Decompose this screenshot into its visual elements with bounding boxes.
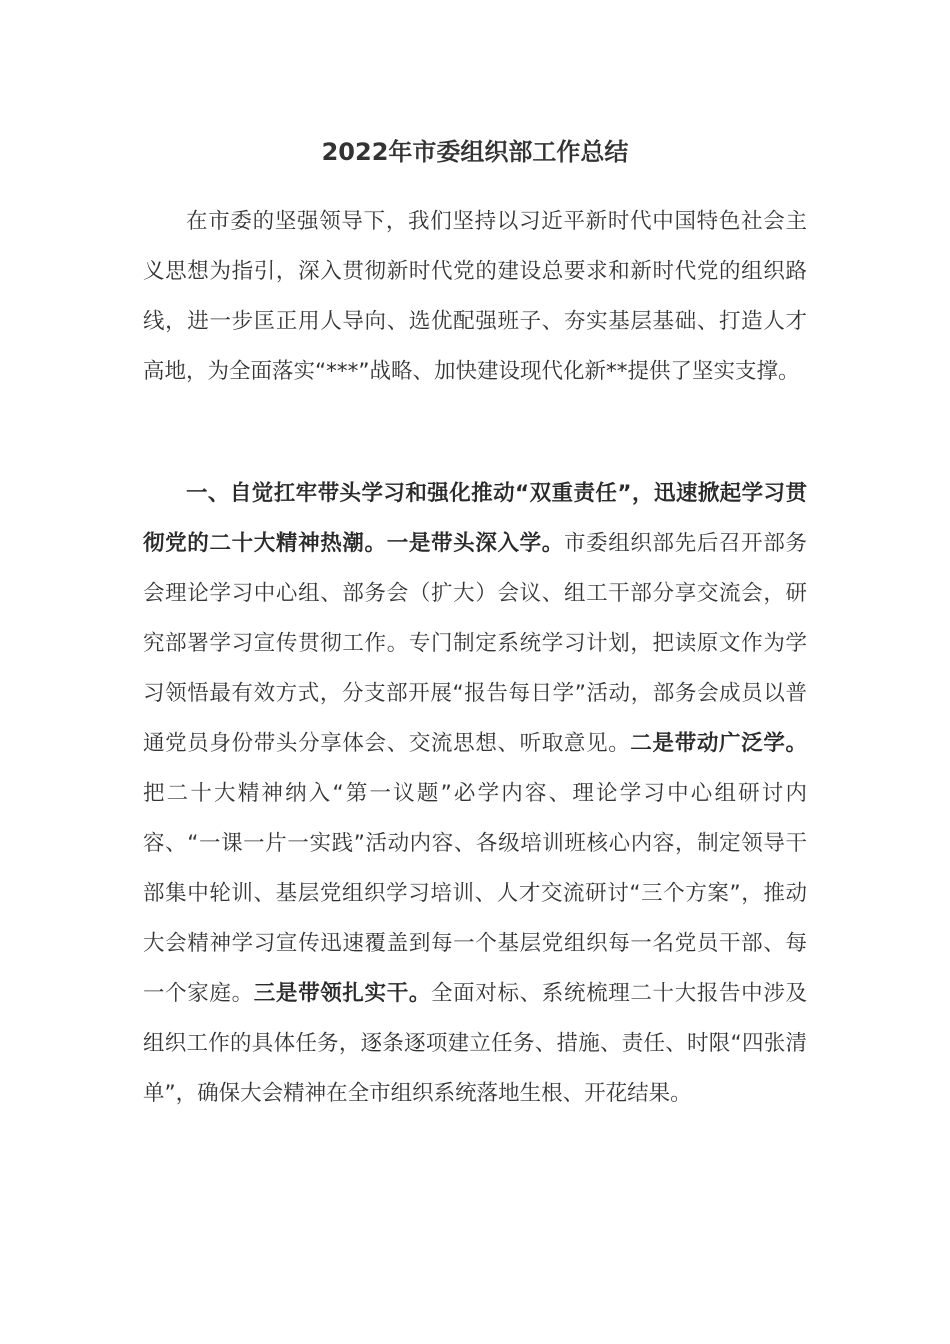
section-1-heading: 一、自觉扛牢带头学习和强化推动“双重责任”，迅速掀起学习贯彻党的二十大精神热潮。 [143,481,807,556]
point-1-text: 市委组织部先后召开部务会理论学习中心组、部务会（扩大）会议、组工干部分享交流会，研究部署学习宣传贯彻工作。专门制定系统学习计划，把读原文作为学习领悟最有效方式，分支部开展“报告每日学”活动，部务会成员以普通党员身份带头分享体会、交流思想、听取意见。 [143,531,807,756]
intro-paragraph: 在市委的坚强领导下，我们坚持以习近平新时代中国特色社会主义思想为指引，深入贯彻新时代党的建设总要求和新时代党的组织路线，进一步匡正用人导向、选优配强班子、夯实基层基础、打造人才高地，为全面落实“***”战略、加快建设现代化新**提供了坚实支撑。 [143,209,807,384]
point-3-label: 三是带领扎实干。 [253,981,432,1006]
point-2-text: 把二十大精神纳入“第一议题”必学内容、理论学习中心组研讨内容、“一课一片一实践”活动内容、各级培训班核心内容，制定领导干部集中轮训、基层党组织学习培训、人才交流研讨“三个方案”，推动大会精神学习宣传迅速覆盖到每一个基层党组织每一名党员干部、每一个家庭。 [143,781,807,1006]
point-3-text: 全面对标、系统梳理二十大报告中涉及组织工作的具体任务，逐条逐项建立任务、措施、责任、时限“四张清单”，确保大会精神在全市组织系统落地生根、开花结果。 [143,981,807,1106]
point-1-label: 一是带头深入学。 [386,531,564,556]
section-1-paragraph [143,469,807,1119]
point-2-label: 二是带动广泛学。 [630,731,807,756]
document-title: 2022年市委组织部工作总结 [321,138,629,166]
